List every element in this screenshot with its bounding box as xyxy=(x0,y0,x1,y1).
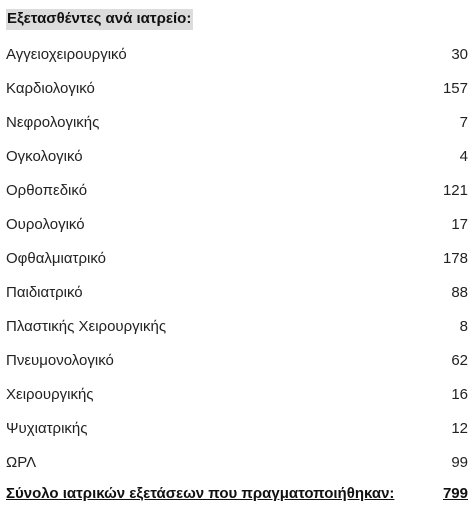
list-item xyxy=(6,411,468,445)
clinic-count: 157 xyxy=(442,79,468,97)
clinic-count: 88 xyxy=(451,283,468,301)
clinic-name: Πνευμονολογικό xyxy=(6,351,114,369)
clinic-count: 4 xyxy=(459,147,468,165)
clinic-name: Ουρολογικό xyxy=(6,215,85,233)
clinic-count: 12 xyxy=(451,419,468,437)
list-item xyxy=(6,377,468,411)
clinic-name: Αγγειοχειρουργικό xyxy=(6,45,127,63)
clinic-count: 8 xyxy=(459,317,468,335)
list-item xyxy=(6,275,468,309)
clinic-count: 178 xyxy=(442,249,468,267)
clinic-name: Ψυχιατρικής xyxy=(6,419,88,437)
list-item xyxy=(6,207,468,241)
total-label: Σύνολο ιατρικών εξετάσεων που πραγματοποιήθηκαν: xyxy=(6,485,395,502)
clinic-count: 7 xyxy=(459,113,468,131)
clinic-count: 30 xyxy=(451,45,468,63)
list-item xyxy=(6,343,468,377)
list-item xyxy=(6,37,468,71)
clinic-count: 62 xyxy=(451,351,468,369)
list-item xyxy=(6,241,468,275)
total-value: 799 xyxy=(442,485,468,502)
clinic-count: 17 xyxy=(451,215,468,233)
clinic-name: Χειρουργικής xyxy=(6,385,94,403)
clinic-count: 16 xyxy=(451,385,468,403)
clinic-name: Νεφρολογικής xyxy=(6,113,100,131)
total-row xyxy=(6,485,468,502)
clinic-name: Παιδιατρικό xyxy=(6,283,83,301)
clinic-count: 121 xyxy=(442,181,468,199)
list-item xyxy=(6,139,468,173)
clinic-name: Καρδιολογικό xyxy=(6,79,95,97)
list-item xyxy=(6,71,468,105)
clinic-name: ΩΡΛ xyxy=(6,453,37,471)
clinic-name: Ογκολογικό xyxy=(6,147,83,165)
list-item xyxy=(6,105,468,139)
clinic-count: 99 xyxy=(451,453,468,471)
clinic-name: Πλαστικής Χειρουργικής xyxy=(6,317,167,335)
clinic-name: Ορθοπεδικό xyxy=(6,181,88,199)
clinic-list xyxy=(6,37,468,479)
list-item xyxy=(6,309,468,343)
clinic-name: Οφθαλμιατρικό xyxy=(6,249,107,267)
list-item xyxy=(6,445,468,479)
section-title: Εξετασθέντες ανά ιατρείο: xyxy=(6,9,193,30)
list-item xyxy=(6,173,468,207)
